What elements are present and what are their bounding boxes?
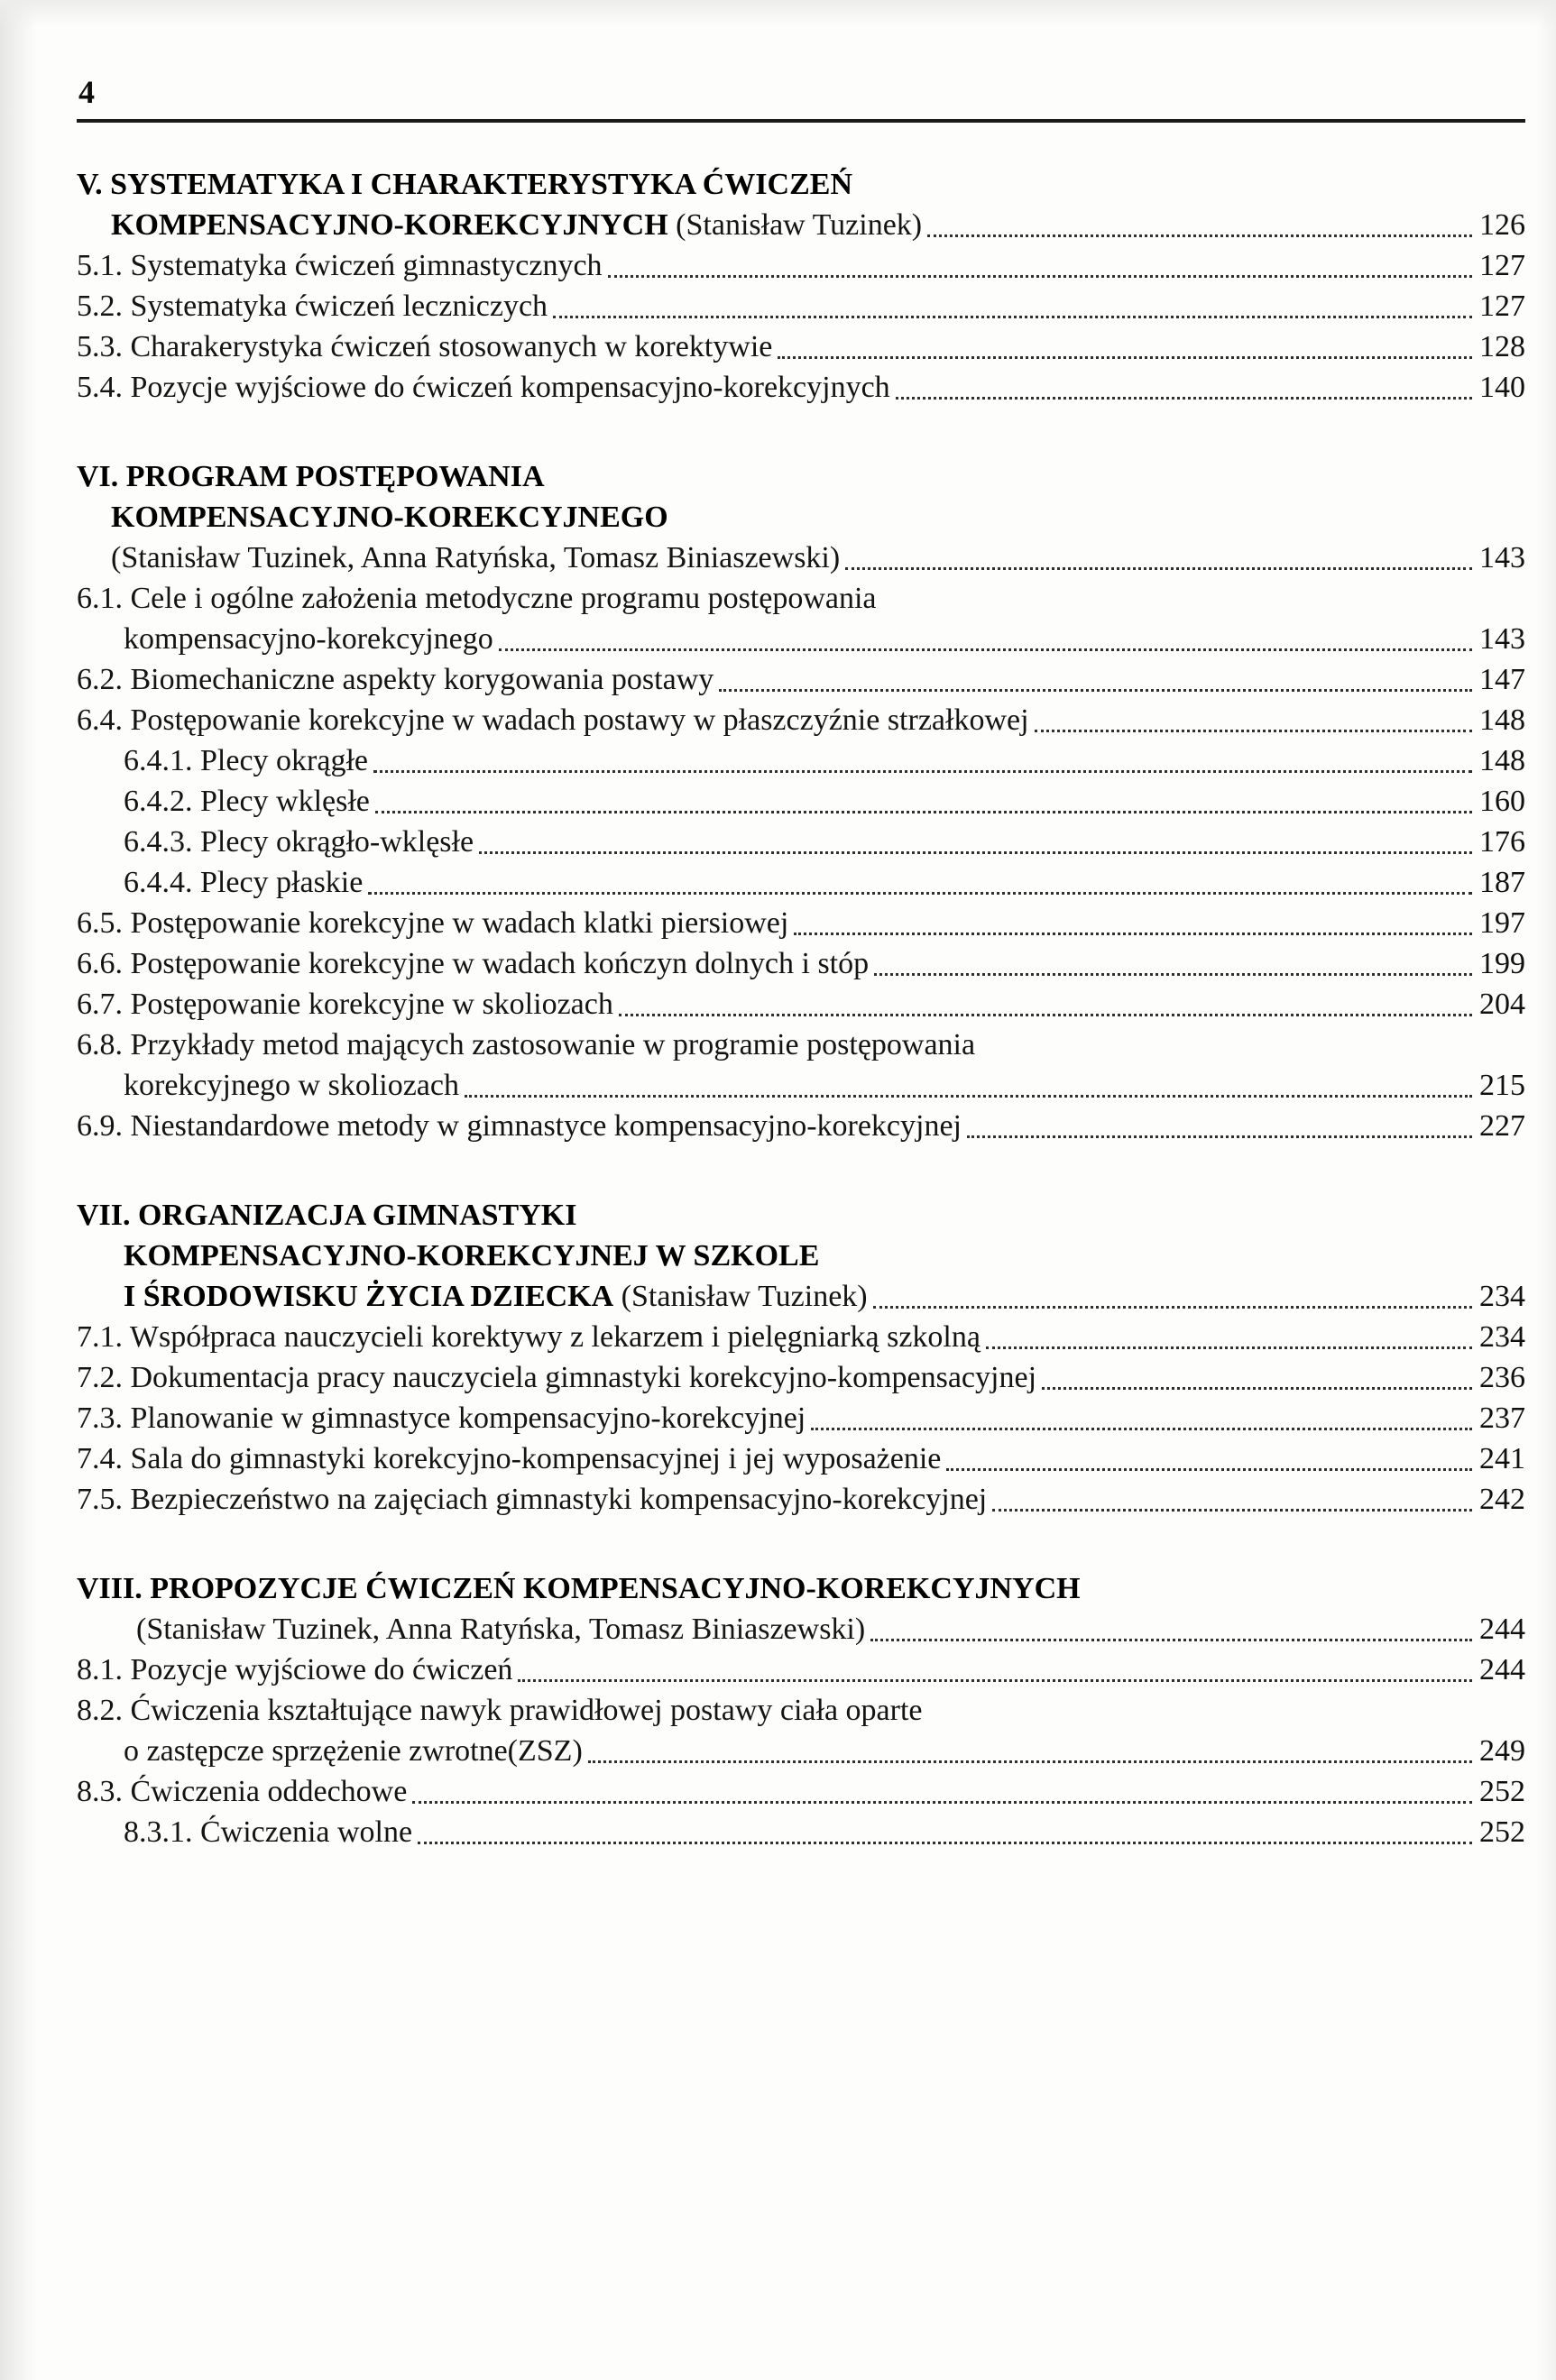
entry-page-number: 126 [1479,208,1525,242]
toc-entry-line [77,1025,1525,1065]
entry-title-text: 6.1. Cele i ogólne założenia metodyczne programu postępowania [77,582,877,615]
toc-section-VI [77,456,1525,1146]
entry-text [77,1357,1036,1398]
entry-text [77,1771,407,1812]
toc-entry-line [77,1195,1525,1236]
toc-entry-line [77,1690,1525,1731]
entry-text [111,205,922,245]
dot-leader [588,1760,1472,1763]
entry-title-text: 7.2. Dokumentacja pracy nauczyciela gimnastyki korekcyjno-kompensacyjnej [77,1361,1037,1394]
entry-text [124,1276,868,1317]
entry-text [77,1398,806,1438]
entry-title-text: 6.6. Postępowanie korekcyjne w wadach kończyn dolnych i stóp [77,947,870,980]
entry-text [124,1812,412,1852]
entry-text [77,456,545,497]
header-rule [77,119,1525,123]
toc-entry-line [77,326,1525,367]
dot-leader [927,234,1472,237]
toc-entry-line [77,1812,1525,1852]
entry-title-text: 5.4. Pozycje wyjściowe do ćwiczeń kompensacyjno-korekcyjnych [77,371,890,404]
entry-page-number: 187 [1479,866,1525,899]
entry-page-number: 242 [1479,1483,1525,1516]
dot-leader [946,1468,1472,1471]
toc-entry-line [77,538,1525,578]
entry-title-text: o zastępcze sprzężenie zwrotne(ZSZ) [124,1734,583,1768]
entry-text [124,1065,459,1106]
toc-entry-line [77,1568,1525,1609]
toc-entry-line [77,1276,1525,1317]
entry-text [124,1731,583,1771]
entry-text [77,1568,1081,1609]
entry-page-number: 252 [1479,1775,1525,1808]
entry-page-number: 249 [1479,1734,1525,1768]
toc-entry-line [77,1438,1525,1479]
toc-entry-line [77,1317,1525,1357]
entry-title-text: (Stanisław Tuzinek, Anna Ratyńska, Tomasz Biniaszewski) [111,541,841,574]
entry-heading-text: I ŚRODOWISKU ŻYCIA DZIECKA [124,1280,614,1313]
dot-leader [368,892,1472,895]
entry-page-number: 176 [1479,825,1525,859]
entry-title-text: 6.4.2. Plecy wklęsłe [124,785,370,818]
toc-entry-line [77,659,1525,700]
entry-text [77,578,877,619]
toc-entry-line [77,1236,1525,1276]
toc-entry-line [77,1357,1525,1398]
entry-title-text: (Stanisław Tuzinek, Anna Ratyńska, Tomasz Biniaszewski) [136,1613,866,1646]
dot-leader [845,567,1472,570]
entry-text [124,1236,819,1276]
entry-title-text: 6.2. Biomechaniczne aspekty korygowania postawy [77,663,714,696]
entry-heading-text: KOMPENSACYJNO-KOREKCYJNYCH [111,208,668,242]
entry-text [77,943,869,984]
entry-text [77,1195,576,1236]
dot-leader [811,1428,1472,1430]
entry-text [77,164,852,205]
entry-text [77,700,1029,740]
toc-entry-line [77,245,1525,286]
entry-title-text: 7.4. Sala do gimnastyki korekcyjno-kompensacyjnej i jej wyposażenie [77,1442,942,1475]
toc-entry-line [77,497,1525,538]
entry-text [111,538,840,578]
toc-entry-line [77,1649,1525,1690]
entry-text [77,245,603,286]
entry-page-number: 143 [1479,622,1525,656]
entry-text [77,659,714,700]
toc-entry-line [77,456,1525,497]
toc-entry-line [77,903,1525,943]
dot-leader [778,356,1472,359]
toc-entry-line [77,781,1525,822]
entry-title-text: korekcyjnego w skoliozach [124,1069,459,1102]
dot-leader [873,1306,1472,1309]
entry-title-text: 8.2. Ćwiczenia kształtujące nawyk prawidłowej postawy ciała oparte [77,1694,923,1727]
entry-page-number: 147 [1479,663,1525,696]
toc-entry-line [77,984,1525,1025]
toc-entry-line [77,822,1525,862]
entry-title-text: 5.1. Systematyka ćwiczeń gimnastycznych [77,249,603,282]
toc [77,164,1525,1852]
entry-page-number: 143 [1479,541,1525,574]
dot-leader [870,1639,1472,1641]
entry-page-number: 127 [1479,289,1525,323]
entry-page-number: 234 [1479,1280,1525,1313]
entry-heading-text: VI. PROGRAM POSTĘPOWANIA [77,460,545,493]
entry-page-number: 252 [1479,1815,1525,1849]
dot-leader [719,689,1472,692]
entry-title-text: 6.7. Postępowanie korekcyjne w skoliozach [77,988,613,1021]
entry-text [77,1025,975,1065]
dot-leader [608,275,1472,278]
entry-page-number: 160 [1479,785,1525,818]
dot-leader [412,1801,1472,1804]
dot-leader [967,1135,1472,1138]
entry-page-number: 148 [1479,703,1525,737]
toc-entry-line [77,1771,1525,1812]
entry-page-number: 234 [1479,1320,1525,1354]
entry-page-number: 127 [1479,249,1525,282]
toc-section-VII [77,1195,1525,1520]
entry-page-number: 140 [1479,371,1525,404]
entry-page-number: 244 [1479,1613,1525,1646]
entry-page-number: 197 [1479,906,1525,940]
dot-leader [1042,1387,1472,1390]
dot-leader [375,811,1472,813]
toc-section-V [77,164,1525,408]
entry-page-number: 237 [1479,1401,1525,1435]
dot-leader [1035,730,1472,732]
toc-entry-line [77,1731,1525,1771]
toc-entry-line [77,862,1525,903]
entry-title-text: 6.4.3. Plecy okrągło-wklęsłe [124,825,474,859]
dot-leader [992,1509,1472,1512]
dot-leader [465,1095,1472,1098]
entry-heading-text: KOMPENSACYJNO-KOREKCYJNEGO [111,501,668,534]
dot-leader [896,397,1472,400]
entry-page-number: 236 [1479,1361,1525,1394]
entry-text [124,862,363,903]
toc-entry-line [77,1609,1525,1649]
entry-text [77,1649,512,1690]
entry-title-text: (Stanisław Tuzinek) [668,208,923,242]
entry-heading-text: VIII. PROPOZYCJE ĆWICZEŃ KOMPENSACYJNO-KOREKCYJNYCH [77,1572,1081,1605]
dot-leader [373,770,1472,773]
entry-page-number: 244 [1479,1653,1525,1686]
entry-text [77,1317,981,1357]
dot-leader [479,851,1472,854]
entry-text [124,781,370,822]
entry-text [77,367,890,408]
entry-page-number: 128 [1479,330,1525,363]
entry-page-number: 241 [1479,1442,1525,1475]
entry-title-text: 6.4.4. Plecy płaskie [124,866,364,899]
entry-text [124,619,493,659]
entry-text [77,984,613,1025]
entry-text [77,1690,923,1731]
entry-title-text: 8.1. Pozycje wyjściowe do ćwiczeń [77,1653,513,1686]
entry-heading-text: V. SYSTEMATYKA I CHARAKTERYSTYKA ĆWICZEŃ [77,168,852,201]
entry-title-text: 5.3. Charakerystyka ćwiczeń stosowanych w korektywie [77,330,773,363]
entry-text [77,1438,941,1479]
entry-page-number: 199 [1479,947,1525,980]
toc-entry-line [77,619,1525,659]
entry-title-text: 6.9. Niestandardowe metody w gimnastyce kompensacyjno-korekcyjnej [77,1109,962,1143]
toc-entry-line [77,700,1525,740]
entry-title-text: 7.5. Bezpieczeństwo na zajęciach gimnastyki kompensacyjno-korekcyjnej [77,1483,988,1516]
entry-text [77,903,788,943]
dot-leader [518,1679,1472,1682]
toc-entry-line [77,943,1525,984]
toc-entry-line [77,1398,1525,1438]
entry-page-number: 204 [1479,988,1525,1021]
entry-text [124,822,474,862]
toc-entry-line [77,367,1525,408]
entry-title-text: 7.1. Współpraca nauczycieli korektywy z lekarzem i pielęgniarką szkolną [77,1320,981,1354]
toc-entry-line [77,1106,1525,1146]
dot-leader [418,1842,1472,1844]
entry-text [77,326,772,367]
entry-text [136,1609,865,1649]
dot-leader [499,648,1472,651]
entry-title-text: 6.5. Postępowanie korekcyjne w wadach klatki piersiowej [77,906,789,940]
entry-heading-text: KOMPENSACYJNO-KOREKCYJNEJ W SZKOLE [124,1239,820,1273]
dot-leader [619,1014,1472,1016]
toc-section-VIII [77,1568,1525,1852]
dot-leader [986,1346,1472,1349]
entry-title-text: 5.2. Systematyka ćwiczeń leczniczych [77,289,548,323]
entry-text [124,740,368,781]
entry-title-text: 6.4.1. Plecy okrągłe [124,744,368,777]
entry-title-text: 6.4. Postępowanie korekcyjne w wadach postawy w płaszczyźnie strzałkowej [77,703,1029,737]
entry-title-text: 7.3. Planowanie w gimnastyce kompensacyjno-korekcyjnej [77,1401,806,1435]
entry-text [111,497,668,538]
entry-title-text: 6.8. Przykłady metod mających zastosowanie w programie postępowania [77,1028,976,1061]
page-content [77,0,1525,1852]
toc-entry-line [77,740,1525,781]
entry-page-number: 215 [1479,1069,1525,1102]
page-number: 4 [78,74,95,110]
toc-entry-line [77,205,1525,245]
toc-entry-line [77,578,1525,619]
entry-title-text: 8.3.1. Ćwiczenia wolne [124,1815,413,1849]
toc-entry-line [77,1479,1525,1520]
toc-entry-line [77,164,1525,205]
entry-text [77,286,548,326]
dot-leader [794,933,1472,935]
entry-title-text: (Stanisław Tuzinek) [613,1280,868,1313]
entry-title-text: 8.3. Ćwiczenia oddechowe [77,1775,408,1808]
entry-text [77,1106,962,1146]
entry-page-number: 148 [1479,744,1525,777]
entry-page-number: 227 [1479,1109,1525,1143]
entry-text [77,1479,987,1520]
toc-entry-line [77,1065,1525,1106]
entry-title-text: kompensacyjno-korekcyjnego [124,622,493,656]
dot-leader [874,973,1472,976]
entry-heading-text: VII. ORGANIZACJA GIMNASTYKI [77,1199,577,1232]
toc-entry-line [77,286,1525,326]
dot-leader [553,316,1472,318]
